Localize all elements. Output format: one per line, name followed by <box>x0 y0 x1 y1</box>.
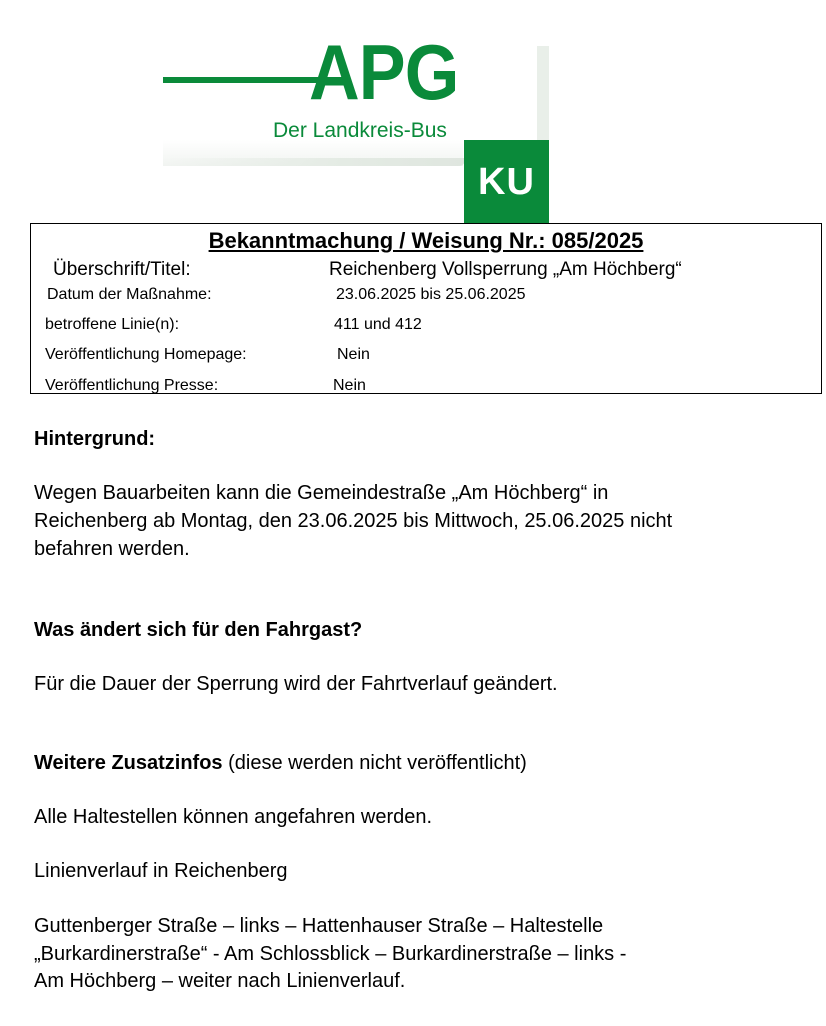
logo-badge: KU <box>464 140 549 224</box>
info-label: Veröffentlichung Homepage: <box>45 346 247 363</box>
info-label: betroffene Linie(n): <box>45 316 180 333</box>
hintergrund-line: befahren werden. <box>34 538 190 560</box>
hintergrund-line: Reichenberg ab Montag, den 23.06.2025 bis Mittwoch, 25.06.2025 nicht <box>34 510 673 532</box>
logo-tagline: Der Landkreis-Bus <box>273 119 447 142</box>
info-row-title <box>31 258 821 282</box>
notice-info-box <box>30 223 822 394</box>
logo-bar <box>537 46 549 142</box>
logo-brand: APG <box>309 28 459 116</box>
haltestellen-text: Alle Haltestellen können angefahren werden. <box>34 806 433 828</box>
info-row-date <box>31 285 821 309</box>
route-line: „Burkardinerstraße“ - Am Schlossblick – Burkardinerstraße – links - <box>34 943 627 965</box>
info-value: Reichenberg Vollsperrung „Am Höchberg“ <box>329 259 682 280</box>
heading-zusatzinfos: Weitere Zusatzinfos <box>34 752 223 774</box>
info-label: Überschrift/Titel: <box>53 259 191 280</box>
logo-line <box>163 77 323 83</box>
info-value: 23.06.2025 bis 25.06.2025 <box>336 286 526 303</box>
route-line: Am Höchberg – weiter nach Linienverlauf. <box>34 970 406 992</box>
fahrgast-text: Für die Dauer der Sperrung wird der Fahrtverlauf geändert. <box>34 673 558 695</box>
info-value: Nein <box>337 346 370 363</box>
info-label: Datum der Maßnahme: <box>47 286 212 303</box>
hintergrund-line: Wegen Bauarbeiten kann die Gemeindestraße „Am Höchberg“ in <box>34 482 609 504</box>
notice-title: Bekanntmachung / Weisung Nr.: 085/2025 <box>208 228 644 253</box>
info-label: Veröffentlichung Presse: <box>45 377 219 394</box>
route-line: Guttenberger Straße – links – Hattenhauser Straße – Haltestelle <box>34 915 604 937</box>
info-row-press <box>31 376 821 400</box>
zusatz-line <box>34 749 527 777</box>
info-value: Nein <box>333 377 366 394</box>
apg-logo <box>163 28 549 224</box>
info-value: 411 und 412 <box>334 316 422 333</box>
heading-hintergrund: Hintergrund: <box>34 428 156 450</box>
zusatz-note: (diese werden nicht veröffentlicht) <box>222 752 527 774</box>
heading-fahrgast: Was ändert sich für den Fahrgast? <box>34 619 363 641</box>
logo-swoosh <box>163 158 465 166</box>
info-row-lines <box>31 315 821 339</box>
info-row-homepage <box>31 345 821 369</box>
linienverlauf-heading: Linienverlauf in Reichenberg <box>34 860 288 882</box>
